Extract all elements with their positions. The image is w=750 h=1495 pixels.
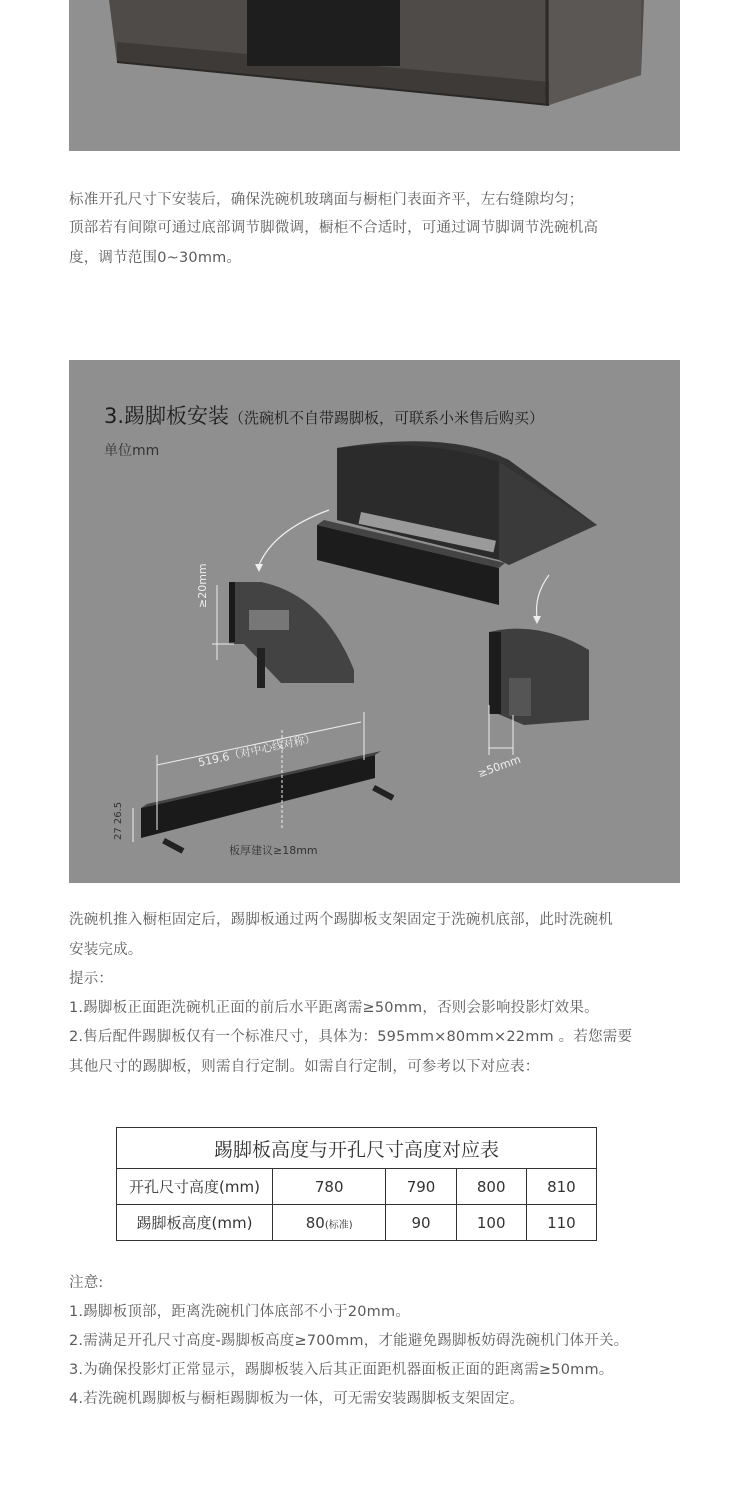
note-3: 3.为确保投影灯正常显示，踢脚板装入后其正面距机器面板正面的距离需≥50mm。	[69, 1362, 614, 1378]
tip-2a: 2.售后配件踢脚板仅有一个标准尺寸，具体为：595mm×80mm×22mm 。若您需要	[69, 1029, 633, 1045]
table-row	[117, 1205, 597, 1241]
figure-unit: 单位mm	[104, 443, 160, 459]
kickboard-dimension-drawing	[133, 712, 394, 854]
row2-cell: 90	[386, 1205, 456, 1241]
notes-label: 注意:	[69, 1275, 104, 1291]
row1-cell: 800	[456, 1169, 526, 1205]
top-product-photo	[69, 0, 680, 151]
table-title: 踢脚板高度与开孔尺寸高度对应表	[117, 1128, 597, 1169]
note-2: 2.需满足开孔尺寸高度-踢脚板高度≥700mm，才能避免踢脚板妨碍洗碗机门体开关。	[69, 1333, 629, 1349]
row2-cell: 100	[456, 1205, 526, 1241]
intro-line-2: 顶部若有间隙可通过底部调节脚微调，橱柜不合适时，可通过调节脚调节洗碗机高	[69, 220, 599, 236]
row1-cell: 810	[526, 1169, 596, 1205]
dim-20: ≥20mm	[196, 563, 209, 608]
standard-tag: (标准)	[324, 1219, 353, 1231]
row1-label: 开孔尺寸高度(mm)	[117, 1169, 273, 1205]
row1-cell: 780	[273, 1169, 386, 1205]
detail-right	[489, 629, 589, 755]
cabinet-illustration	[69, 0, 680, 151]
arrow-right	[537, 575, 550, 618]
figure-title: 3.踢脚板安装	[104, 404, 230, 428]
detail-left	[212, 582, 354, 688]
note-1: 1.踢脚板顶部，距离洗碗机门体底部不小于20mm。	[69, 1304, 411, 1320]
tip-label: 提示：	[69, 971, 114, 987]
after-line-2: 安装完成。	[69, 942, 143, 958]
tip-2b: 其他尺寸的踢脚板，则需自行定制。如需自行定制，可参考以下对应表：	[69, 1059, 540, 1075]
kickboard-diagram	[69, 360, 680, 883]
height-correspondence-table	[116, 1127, 597, 1241]
tip-1: 1.踢脚板正面距洗碗机正面的前后水平距离需≥50mm，否则会影响投影灯效果。	[69, 1000, 599, 1016]
table-row	[117, 1169, 597, 1205]
note-4: 4.若洗碗机踢脚板与橱柜踢脚板为一体，可无需安装踢脚板支架固定。	[69, 1391, 525, 1407]
row2-cell	[273, 1205, 386, 1241]
dim-height: 27 26.5	[113, 801, 124, 840]
intro-line-1: 标准开孔尺寸下安装后，确保洗碗机玻璃面与橱柜门表面齐平，左右缝隙均匀；	[69, 192, 584, 208]
row1-cell: 790	[386, 1169, 456, 1205]
intro-line-3: 度，调节范围0~30mm。	[69, 250, 242, 266]
after-line-1: 洗碗机推入橱柜固定后，踢脚板通过两个踢脚板支架固定于洗碗机底部，此时洗碗机	[69, 912, 613, 928]
row2-standard-value: 80	[305, 1213, 325, 1232]
dim-50: ≥50mm	[476, 752, 523, 781]
board-thickness: 板厚建议≥18mm	[229, 844, 318, 857]
table-title-row	[117, 1128, 597, 1169]
kickboard-figure	[69, 360, 680, 883]
row2-label: 踢脚板高度(mm)	[117, 1205, 273, 1241]
dim-width: 519.6（对中心线对称）	[197, 731, 317, 770]
figure-title-note: （洗碗机不自带踢脚板，可联系小米售后购买）	[229, 409, 545, 427]
row2-cell: 110	[526, 1205, 596, 1241]
